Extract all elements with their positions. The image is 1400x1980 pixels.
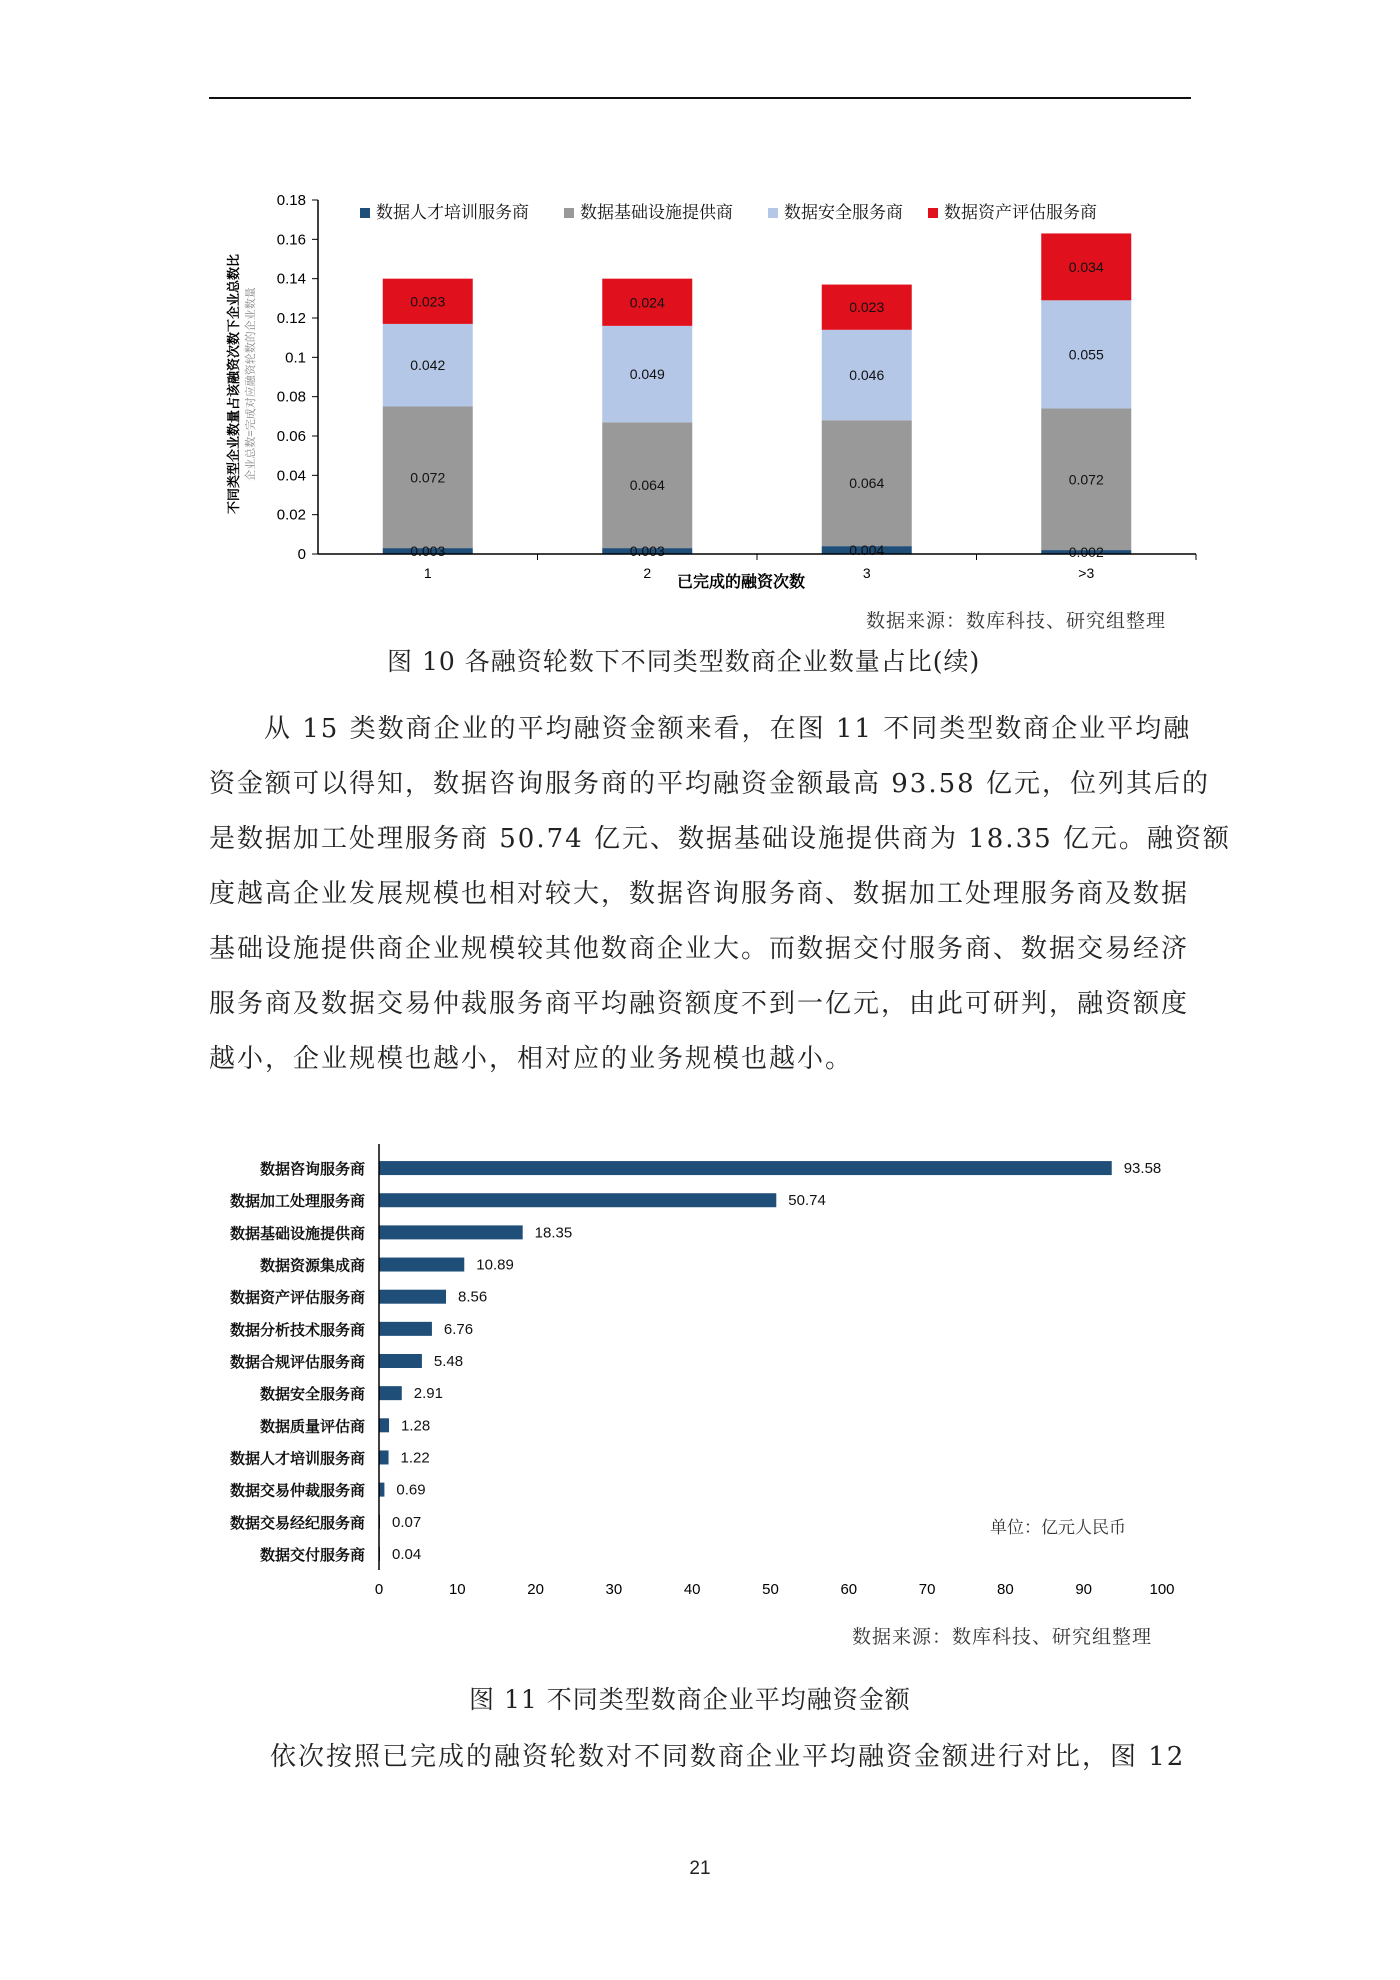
x-tick-label: 70: [918, 1581, 936, 1598]
data-label: 0.69: [396, 1481, 426, 1499]
data-label: 0.07: [392, 1513, 422, 1531]
bar: [379, 1450, 389, 1464]
data-label: 0.002: [1068, 544, 1104, 561]
chart10-caption: 图 10 各融资轮数下不同类型数商企业数量占比(续): [387, 647, 981, 676]
legend-swatch: [360, 208, 370, 218]
data-label: 1.28: [401, 1417, 431, 1435]
legend-label: 数据资产评估服务商: [944, 203, 1097, 222]
y-axis-title: 不同类型企业数量占该融资次数下企业总数比: [226, 253, 241, 515]
x-tick-label: 50: [762, 1581, 779, 1598]
bar: [379, 1418, 389, 1432]
x-tick-label: 3: [862, 565, 871, 581]
x-tick-label: 0: [374, 1581, 384, 1598]
data-label: 0.042: [410, 357, 446, 374]
y-tick-label: 数据分析技术服务商: [229, 1321, 365, 1339]
data-label: 0.023: [849, 299, 885, 316]
data-label: 0.004: [849, 542, 885, 559]
data-label: 0.034: [1068, 258, 1104, 275]
y-tick-label: 数据安全服务商: [259, 1386, 365, 1404]
y-tick-label: 0.02: [276, 506, 306, 524]
data-label: 0.072: [410, 469, 446, 486]
y-tick-label: 数据咨询服务商: [259, 1161, 365, 1179]
y-tick-label: 数据资产评估服务商: [229, 1289, 365, 1307]
data-label: 50.74: [788, 1192, 826, 1210]
body-paragraph: [209, 702, 1231, 1087]
y-tick-label: 数据交易经纪服务商: [229, 1514, 365, 1532]
data-label: 10.89: [476, 1256, 514, 1274]
y-tick-label: 数据基础设施提供商: [229, 1225, 365, 1243]
y-tick-label: 数据质量评估商: [259, 1418, 365, 1436]
y-tick-label: 数据交易仲裁服务商: [229, 1482, 365, 1500]
legend-label: 数据人才培训服务商: [376, 203, 529, 222]
paragraph-line: 是数据加工处理服务商 50.74 亿元、数据基础设施提供商为 18.35 亿元。融资额: [209, 824, 1231, 854]
y-tick-label: 0.16: [276, 231, 306, 249]
data-label: 18.35: [534, 1224, 573, 1242]
x-tick-label: 80: [997, 1581, 1014, 1598]
legend-swatch: [768, 208, 778, 218]
data-label: 2.91: [413, 1385, 443, 1403]
y-axis-subtitle: 企业总数=完成对应融资轮数的企业数量: [245, 287, 257, 481]
paragraph-line: 服务商及数据交易仲裁服务商平均融资额度不到一亿元，由此可研判，融资额度: [209, 989, 1190, 1019]
y-tick-label: 数据资源集成商: [259, 1257, 365, 1275]
bar: [379, 1322, 432, 1336]
paragraph-line: 从 15 类数商企业的平均融资金额来看，在图 11 不同类型数商企业平均融: [264, 714, 1192, 744]
data-label: 5.48: [433, 1353, 464, 1370]
page-number: 21: [689, 1858, 711, 1879]
y-tick-label: 0.18: [276, 192, 306, 209]
bar: [379, 1386, 402, 1400]
bar: [379, 1290, 446, 1304]
data-label: 0.023: [410, 293, 446, 310]
x-tick-label: 2: [643, 565, 652, 581]
y-tick-label: 数据人才培训服务商: [229, 1450, 365, 1468]
data-label: 0.024: [629, 294, 665, 311]
y-tick-label: 0.14: [276, 270, 306, 288]
bar: [379, 1225, 523, 1239]
y-tick-label: 0.06: [276, 428, 306, 445]
y-tick-label: 0.04: [276, 467, 306, 485]
x-tick-label: 100: [1149, 1581, 1175, 1598]
data-label: 0.046: [849, 367, 885, 384]
legend-label: 数据基础设施提供商: [580, 203, 733, 222]
bar: [379, 1354, 422, 1368]
data-label: 0.003: [410, 543, 446, 560]
bar: [379, 1193, 776, 1207]
bar: [379, 1161, 1112, 1175]
data-label: 6.76: [443, 1320, 474, 1338]
x-tick-label: 90: [1075, 1581, 1093, 1598]
paragraph-line: 越小，企业规模也越小，相对应的业务规模也越小。: [209, 1044, 854, 1074]
legend-swatch: [564, 208, 574, 218]
x-tick-label: 40: [683, 1581, 701, 1598]
data-label: 0.055: [1068, 346, 1104, 363]
last-line: 依次按照已完成的融资轮数对不同数商企业平均融资金额进行对比，图 12: [270, 1742, 1186, 1772]
data-label: 0.04: [392, 1545, 422, 1563]
data-label: 8.56: [458, 1288, 488, 1306]
x-axis-title: 已完成的融资次数: [676, 574, 806, 591]
data-label: 0.064: [849, 475, 885, 492]
stacked-bar-chart: [0, 0, 1400, 620]
data-label: 0.064: [629, 477, 665, 494]
data-label: 1.22: [400, 1449, 430, 1467]
bar: [379, 1547, 380, 1561]
x-tick-label: 30: [605, 1581, 623, 1598]
chart10-source: 数据来源：数库科技、研究组整理: [866, 610, 1167, 632]
x-tick-label: 10: [448, 1581, 466, 1598]
y-tick-label: 0: [297, 546, 306, 563]
x-tick-label: 60: [840, 1581, 858, 1598]
data-label: 0.003: [629, 543, 665, 560]
y-tick-label: 0.12: [276, 310, 306, 327]
data-label: 0.072: [1068, 471, 1104, 488]
paragraph-line: 资金额可以得知，数据咨询服务商的平均融资金额最高 93.58 亿元，位列其后的: [209, 769, 1210, 799]
y-tick-label: 0.1: [285, 349, 306, 367]
y-tick-label: 数据加工处理服务商: [229, 1193, 365, 1211]
bar: [379, 1515, 380, 1529]
legend-swatch: [928, 208, 938, 218]
unit-note: 单位：亿元人民币: [990, 1518, 1126, 1537]
legend-label: 数据安全服务商: [784, 203, 903, 222]
paragraph-line: 基础设施提供商企业规模较其他数商企业大。而数据交付服务商、数据交易经济: [209, 934, 1190, 964]
chart11-caption: 图 11 不同类型数商企业平均融资金额: [469, 1685, 911, 1714]
y-tick-label: 0.08: [276, 388, 306, 406]
bar: [379, 1258, 464, 1272]
y-tick-label: 数据交付服务商: [259, 1546, 365, 1564]
chart11-source: 数据来源：数库科技、研究组整理: [852, 1626, 1153, 1648]
x-tick-label: >3: [1078, 565, 1095, 581]
data-label: 0.049: [629, 366, 665, 383]
x-tick-label: 1: [423, 565, 432, 581]
bar: [379, 1483, 384, 1497]
x-tick-label: 20: [527, 1581, 544, 1598]
paragraph-line: 度越高企业发展规模也相对较大，数据咨询服务商、数据加工处理服务商及数据: [209, 879, 1190, 909]
data-label: 93.58: [1123, 1160, 1162, 1178]
y-tick-label: 数据合规评估服务商: [229, 1354, 365, 1371]
